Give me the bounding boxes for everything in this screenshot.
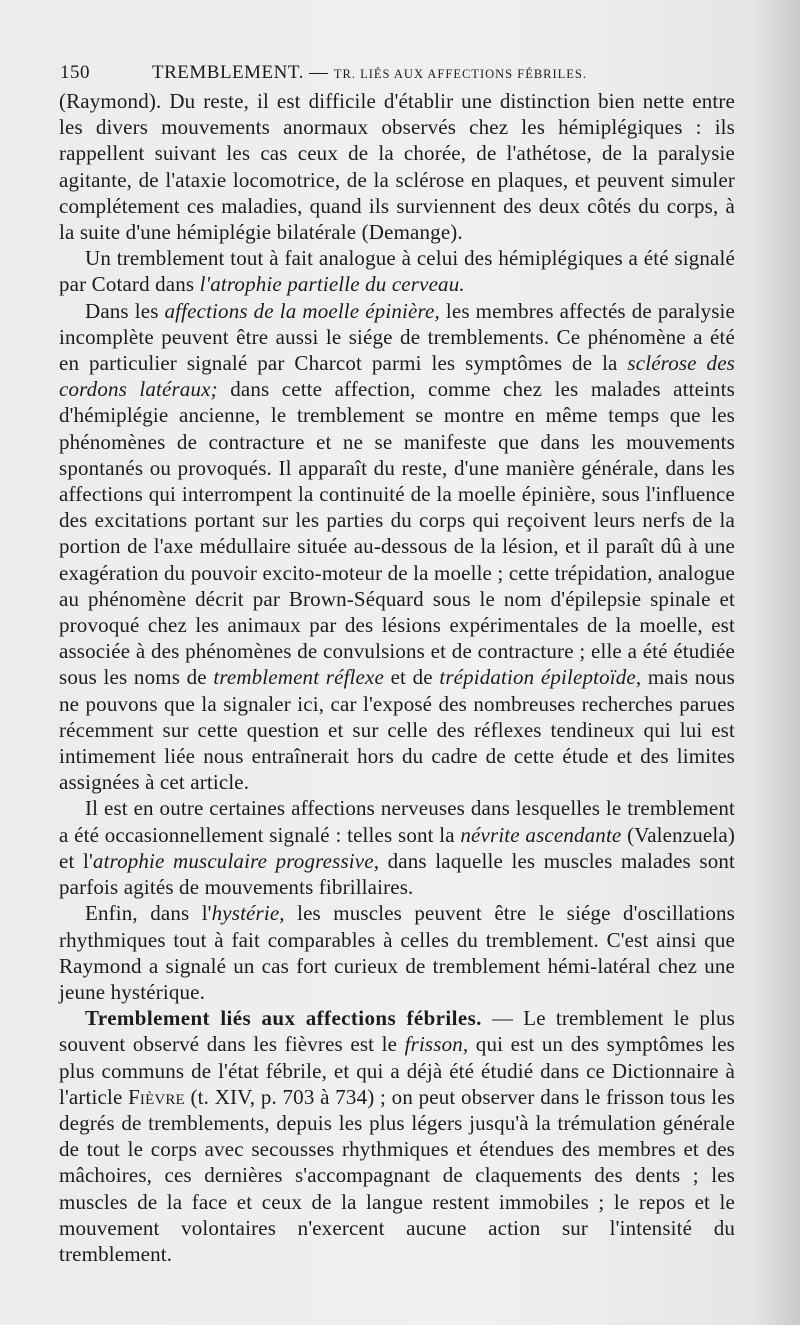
paragraph-text: Il est en outre certaines affections nerveuses dans lesquelles le tremblement a été occasionnellement signalé : telles sont la <box>59 796 735 847</box>
italic-term: névrite ascendante <box>460 822 622 847</box>
paragraph-text: qui est un des symptômes les plus communs de l'état fébrile, et qui a déjà été étudié dans ce Dictionnaire à l'article <box>59 1032 735 1109</box>
italic-term: frisson, <box>404 1032 469 1057</box>
paragraph-continuation <box>59 88 735 245</box>
header-dash: — <box>309 62 329 83</box>
paragraph-text: dans laquelle les muscles malades sont parfois agités de mouvements fibrillaires. <box>59 848 735 900</box>
paragraph-text: mais nous ne pouvons que la signaler ici, car l'exposé des nombreuses recherches parues récemment sur cette question et sur celle des réflexes tendineux qui lui est intimement liée nous entraînerait hors du cadre de cette étude et des limites assignées à cet article. <box>59 665 736 795</box>
paragraph-hysterie <box>59 900 735 1005</box>
page-number: 150 <box>60 62 90 83</box>
paragraph-text: et de <box>383 665 440 690</box>
paragraph-text: les membres affectés de paralysie incomplète peuvent être aussi le siége de tremblements. Ce phénomène a été en particulier signalé par Charcot parmi les symptômes de la <box>59 298 735 376</box>
paragraph-text: Enfin, dans l' <box>85 901 212 926</box>
paragraph-moelle <box>59 298 735 796</box>
italic-term: atrophie musculaire progressive, <box>92 848 380 873</box>
italic-term: trépidation épileptoïde, <box>439 665 642 690</box>
body-text <box>59 88 735 1267</box>
paragraph-nerveuses <box>59 795 735 900</box>
italic-term: l'atrophie partielle du cerveau. <box>199 272 465 297</box>
paragraph-text: Un tremblement tout à fait analogue à celui des hémiplégiques a été signalé par Cotard dans <box>59 246 735 297</box>
paragraph-text: — Le tremblement le plus souvent observé dans les fièvres est le <box>59 1006 735 1057</box>
paragraph-text: (t. XIV, p. 703 à 734) ; on peut observer dans le frisson tous les degrés de tremblements, depuis les plus légers jusqu'à la trémulation générale de tout le corps avec secousses rhythmiques et étendues des membres et des mâchoires, ces dernières s'accompagnant de claquements des dents ; les muscles de la face et ceux de la langue restent immobiles ; le repos et le mouvement volontaires n'exercent aucune action sur l'intensité du tremblement. <box>59 1084 736 1266</box>
smallcaps-reference: Fièvre <box>128 1084 185 1109</box>
italic-term: affections de la moelle épinière, <box>164 298 440 323</box>
paragraph-text: (Valenzuela) et l' <box>59 822 735 873</box>
italic-term: sclérose des cordons latéraux; <box>59 351 735 402</box>
paragraph-text: (Raymond). Du reste, il est difficile d'établir une distinction bien nette entre les divers mouvements anormaux observés chez les hémiplégiques : ils rappellent suivant les cas ceux de la chorée, de l'athétose, de la paralysie agitante, de l'ataxie locomotrice, de la sclérose en plaques, et peuvent simuler complétement ces maladies, quand ils surviennent des deux côtés du corps, à la suite d'une hémiplégie bilatérale (Demange). <box>59 89 735 245</box>
header-subtitle: TR. LIÉS AUX AFFECTIONS FÉBRILES. <box>333 67 588 81</box>
header-title: TREMBLEMENT. <box>152 62 304 83</box>
running-header <box>60 62 740 84</box>
paragraph-febriles <box>59 1005 735 1267</box>
paragraph-text: dans cette affection, comme chez les malades atteints d'hémiplégie ancienne, le tremblement se montre en même temps que les phénomènes de contracture et ne se manifeste que dans les mouvements spontanés ou provoqués. Il apparaît du reste, d'une manière générale, dans les affections qui interrompent la continuité de la moelle épinière, sous l'influence des excitations portant sur les parties du corps qui reçoivent leurs nerfs de la portion de l'axe médullaire située au-dessous de la lésion, et il paraît dû à une exagération du pouvoir excito-moteur de la moelle ; cette trépidation, analogue au phénomène décrit par Brown-Séquard sous le nom d'épilepsie spinale et provoqué chez les animaux par des lésions expérimentales de la moelle, est associée à des phénomènes de convulsions et de contracture ; elle a été étudiée sous les noms de <box>59 377 736 690</box>
paragraph-text: Dans les <box>85 298 165 323</box>
italic-term: tremblement réflexe <box>213 665 384 690</box>
italic-term: hystérie, <box>211 901 285 926</box>
paragraph-cotard <box>59 245 735 297</box>
section-heading: Tremblement liés aux affections fébriles. <box>85 1006 482 1031</box>
paragraph-text: les muscles peuvent être le siége d'oscillations rhythmiques tout à fait comparables à celles du tremblement. C'est ainsi que Raymond a signalé un cas fort curieux de tremblement hémi-latéral chez une jeune hystérique. <box>59 901 735 1004</box>
